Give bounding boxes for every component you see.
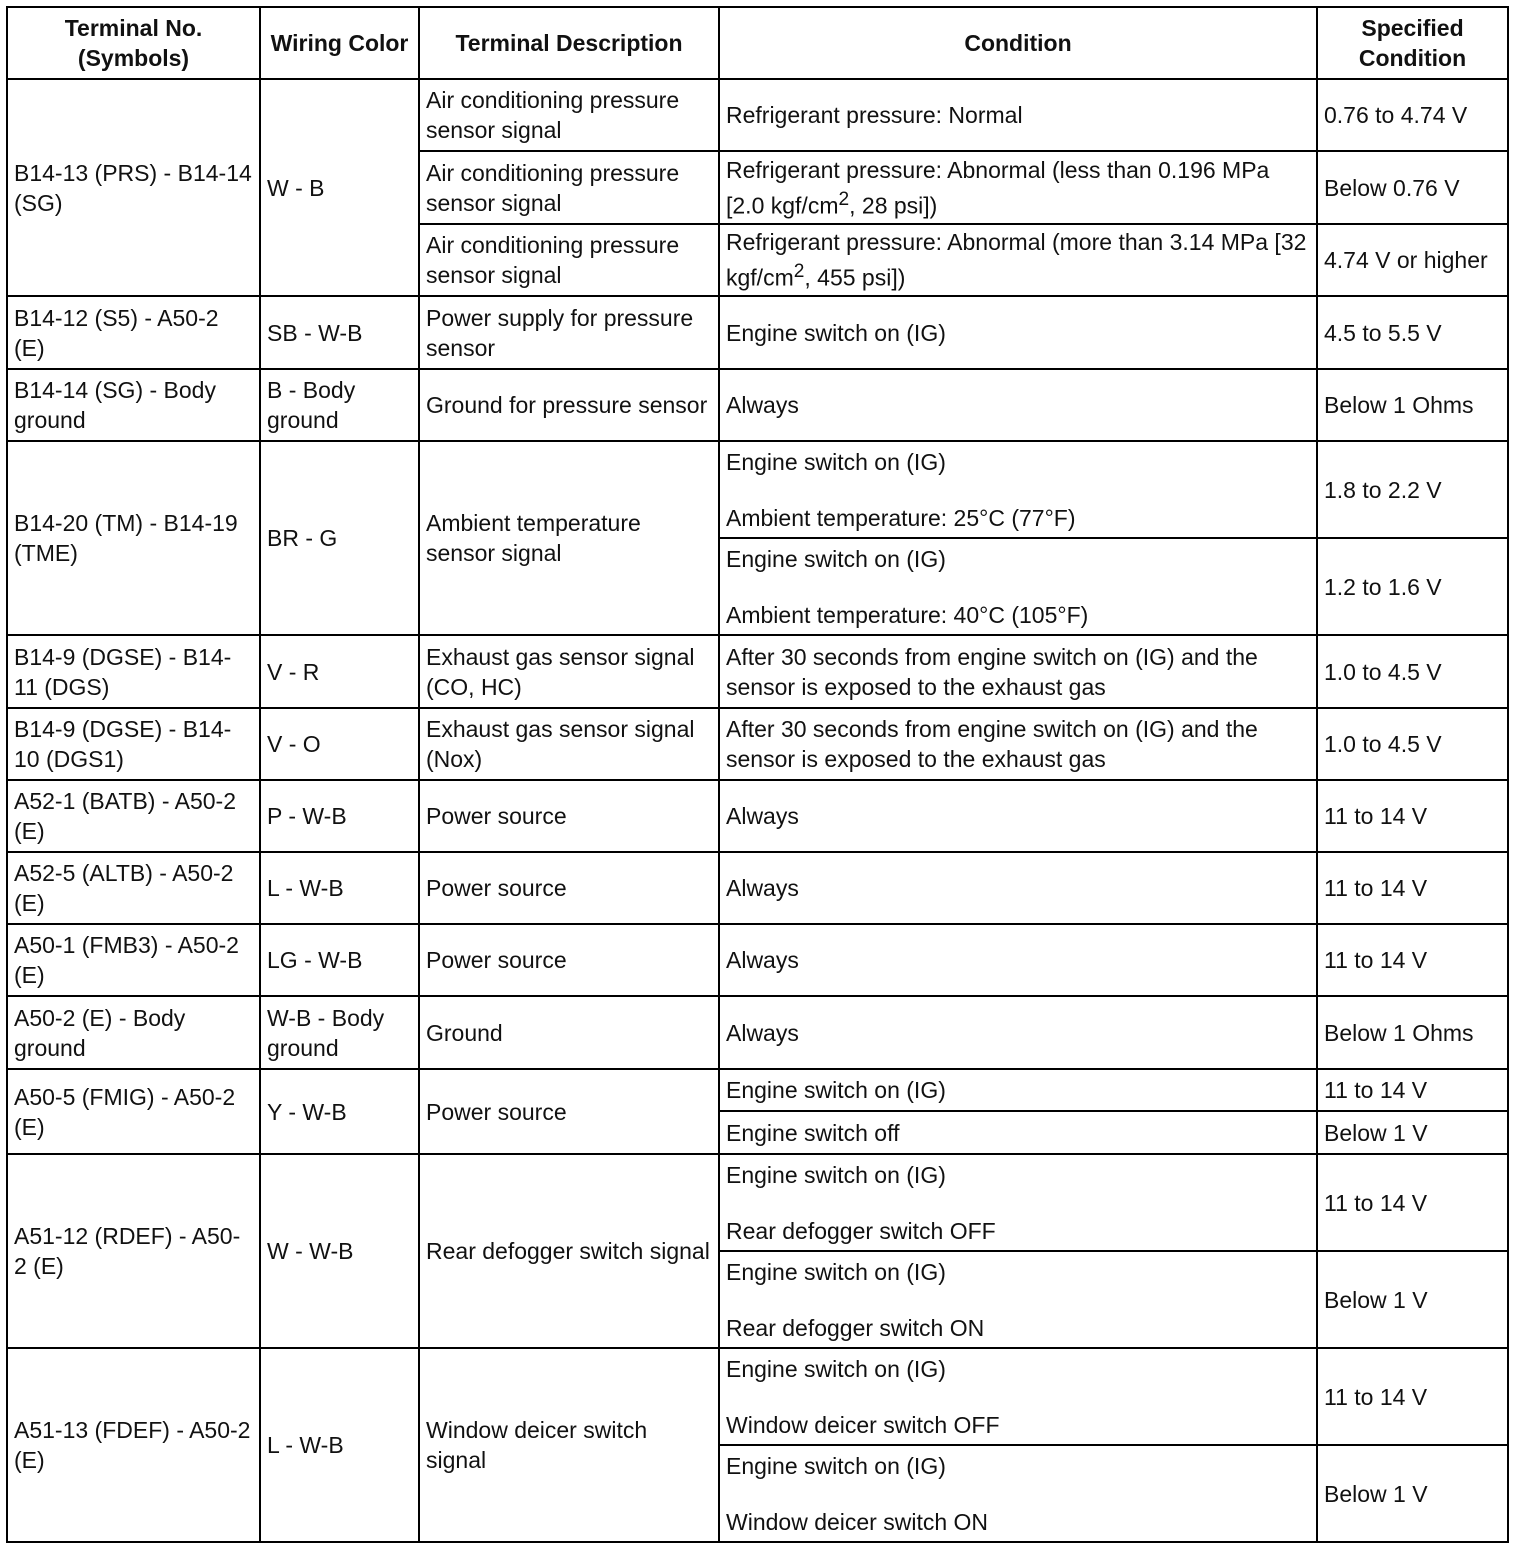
condition-text: , 455 psi]) [804, 264, 906, 291]
condition-cell: Engine switch on (IG) [719, 1069, 1317, 1111]
condition-cell: Always [719, 780, 1317, 852]
description-cell: Exhaust gas sensor signal (Nox) [419, 708, 719, 780]
specified-cell: Below 0.76 V [1317, 151, 1508, 224]
terminal-cell: A50-5 (FMIG) - A50-2 (E) [7, 1069, 260, 1154]
condition-cell: Refrigerant pressure: Normal [719, 79, 1317, 151]
specified-cell: Below 1 V [1317, 1445, 1508, 1542]
table-row [7, 708, 1508, 780]
specified-cell: Below 1 V [1317, 1111, 1508, 1154]
description-cell: Window deicer switch signal [419, 1348, 719, 1542]
specified-cell: 11 to 14 V [1317, 1348, 1508, 1445]
description-cell: Air conditioning pressure sensor signal [419, 224, 719, 296]
condition-cell [719, 1348, 1317, 1445]
table-row [7, 635, 1508, 708]
description-cell: Exhaust gas sensor signal (CO, HC) [419, 635, 719, 708]
wiring-cell: W - W-B [260, 1154, 419, 1348]
description-cell: Power supply for pressure sensor [419, 296, 719, 369]
specified-cell: 11 to 14 V [1317, 1069, 1508, 1111]
table-row [7, 79, 1508, 151]
table-row [7, 780, 1508, 852]
condition-cell: Always [719, 996, 1317, 1069]
condition-line: Engine switch on (IG) [726, 1161, 946, 1188]
table-row [7, 441, 1508, 538]
description-cell: Power source [419, 924, 719, 996]
description-cell: Power source [419, 852, 719, 924]
terminal-cell: B14-14 (SG) - Body ground [7, 369, 260, 441]
condition-line: Engine switch on (IG) [726, 545, 946, 572]
condition-cell [719, 441, 1317, 538]
description-cell: Rear defogger switch signal [419, 1154, 719, 1348]
description-cell: Power source [419, 780, 719, 852]
specified-cell: 11 to 14 V [1317, 780, 1508, 852]
superscript: 2 [793, 261, 805, 283]
wiring-cell: V - R [260, 635, 419, 708]
condition-cell: Always [719, 924, 1317, 996]
condition-cell [719, 538, 1317, 635]
condition-line: Engine switch on (IG) [726, 1452, 946, 1479]
description-cell: Air conditioning pressure sensor signal [419, 79, 719, 151]
description-cell: Ground for pressure sensor [419, 369, 719, 441]
wiring-cell: B - Body ground [260, 369, 419, 441]
specified-cell: 0.76 to 4.74 V [1317, 79, 1508, 151]
condition-cell [719, 1445, 1317, 1542]
condition-cell: After 30 seconds from engine switch on (IG) and the sensor is exposed to the exhaust gas [719, 708, 1317, 780]
condition-line: Ambient temperature: 25°C (77°F) [726, 504, 1076, 531]
specified-cell: Below 1 Ohms [1317, 369, 1508, 441]
condition-line: Window deicer switch ON [726, 1508, 989, 1535]
terminal-cell: A52-5 (ALTB) - A50-2 (E) [7, 852, 260, 924]
table-row [7, 1069, 1508, 1111]
condition-line: Window deicer switch OFF [726, 1411, 1000, 1438]
terminal-cell: A51-13 (FDEF) - A50-2 (E) [7, 1348, 260, 1542]
terminal-cell: B14-13 (PRS) - B14-14 (SG) [7, 79, 260, 296]
header-row [7, 7, 1508, 79]
table-row [7, 369, 1508, 441]
description-cell: Ground [419, 996, 719, 1069]
condition-text: Refrigerant pressure: Abnormal (more than 3.14 MPa [32 kgf/cm [726, 229, 1307, 291]
wiring-cell: W - B [260, 79, 419, 296]
condition-cell: Engine switch off [719, 1111, 1317, 1154]
specified-cell: 1.0 to 4.5 V [1317, 708, 1508, 780]
description-cell: Air conditioning pressure sensor signal [419, 151, 719, 224]
condition-line: Ambient temperature: 40°C (105°F) [726, 601, 1089, 628]
wiring-cell: P - W-B [260, 780, 419, 852]
wiring-cell: Y - W-B [260, 1069, 419, 1154]
terminal-cell: B14-9 (DGSE) - B14-10 (DGS1) [7, 708, 260, 780]
specified-cell: 4.5 to 5.5 V [1317, 296, 1508, 369]
condition-cell [719, 1251, 1317, 1348]
terminal-cell: A50-1 (FMB3) - A50-2 (E) [7, 924, 260, 996]
specified-cell: 4.74 V or higher [1317, 224, 1508, 296]
condition-line: Rear defogger switch OFF [726, 1217, 996, 1244]
table-row [7, 1154, 1508, 1251]
condition-line: Engine switch on (IG) [726, 1258, 946, 1285]
terminal-cell: A52-1 (BATB) - A50-2 (E) [7, 780, 260, 852]
condition-line: Engine switch on (IG) [726, 1355, 946, 1382]
wiring-cell: V - O [260, 708, 419, 780]
specified-cell: Below 1 V [1317, 1251, 1508, 1348]
terminal-cell: B14-9 (DGSE) - B14-11 (DGS) [7, 635, 260, 708]
terminal-cell: B14-12 (S5) - A50-2 (E) [7, 296, 260, 369]
specified-cell: 1.8 to 2.2 V [1317, 441, 1508, 538]
specified-cell: 1.2 to 1.6 V [1317, 538, 1508, 635]
terminal-spec-table [6, 6, 1509, 1543]
wiring-cell: L - W-B [260, 852, 419, 924]
header-wiring-color: Wiring Color [260, 7, 419, 79]
specified-cell: 11 to 14 V [1317, 852, 1508, 924]
condition-cell: Engine switch on (IG) [719, 296, 1317, 369]
condition-cell: Always [719, 369, 1317, 441]
specified-cell: 1.0 to 4.5 V [1317, 635, 1508, 708]
header-terminal: Terminal No. (Symbols) [7, 7, 260, 79]
superscript: 2 [838, 188, 850, 210]
specified-cell: 11 to 14 V [1317, 1154, 1508, 1251]
condition-cell [719, 151, 1317, 224]
condition-cell: Always [719, 852, 1317, 924]
condition-line: Rear defogger switch ON [726, 1314, 985, 1341]
table-row [7, 296, 1508, 369]
table-row [7, 996, 1508, 1069]
wiring-cell: L - W-B [260, 1348, 419, 1542]
specified-cell: 11 to 14 V [1317, 924, 1508, 996]
table-row [7, 1348, 1508, 1445]
specified-cell: Below 1 Ohms [1317, 996, 1508, 1069]
condition-cell [719, 224, 1317, 296]
condition-line: Engine switch on (IG) [726, 448, 946, 475]
wiring-cell: BR - G [260, 441, 419, 635]
terminal-cell: A50-2 (E) - Body ground [7, 996, 260, 1069]
condition-cell: After 30 seconds from engine switch on (IG) and the sensor is exposed to the exhaust gas [719, 635, 1317, 708]
description-cell: Power source [419, 1069, 719, 1154]
wiring-cell: LG - W-B [260, 924, 419, 996]
condition-text: , 28 psi]) [849, 192, 938, 219]
header-condition: Condition [719, 7, 1317, 79]
table-row [7, 852, 1508, 924]
condition-cell [719, 1154, 1317, 1251]
table-row [7, 924, 1508, 996]
condition-text: Refrigerant pressure: Abnormal (less than 0.196 MPa [2.0 kgf/cm [726, 156, 1270, 219]
terminal-cell: A51-12 (RDEF) - A50-2 (E) [7, 1154, 260, 1348]
header-specified-condition: Specified Condition [1317, 7, 1508, 79]
terminal-cell: B14-20 (TM) - B14-19 (TME) [7, 441, 260, 635]
header-terminal-description: Terminal Description [419, 7, 719, 79]
description-cell: Ambient temperature sensor signal [419, 441, 719, 635]
wiring-cell: W-B - Body ground [260, 996, 419, 1069]
wiring-cell: SB - W-B [260, 296, 419, 369]
